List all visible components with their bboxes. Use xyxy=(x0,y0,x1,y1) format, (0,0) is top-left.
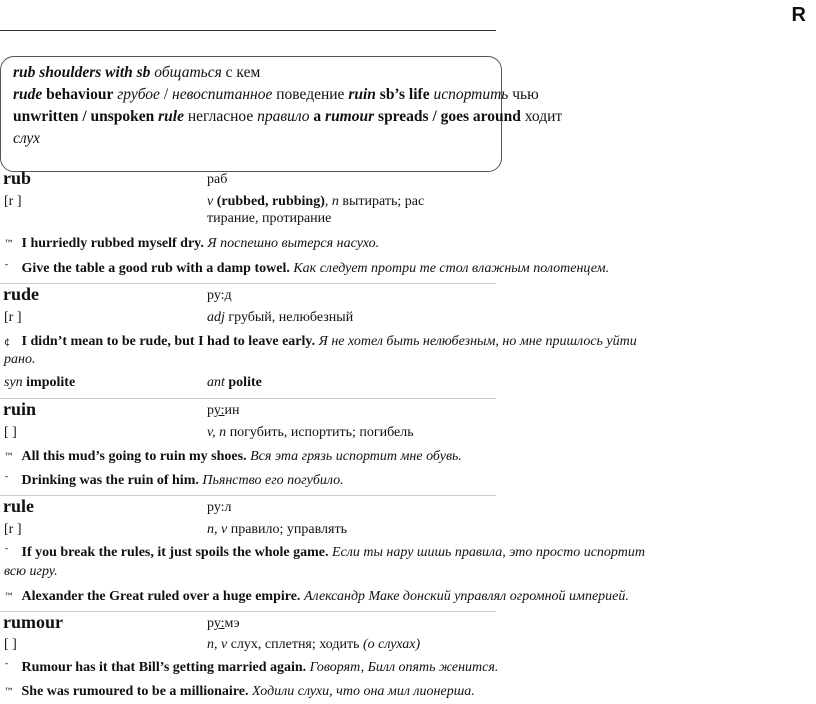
phrase-ru: невоспитанное xyxy=(172,86,273,103)
example-marker: ™ xyxy=(4,687,14,698)
phrase-word: behaviour xyxy=(46,86,114,103)
example-marker: ™ xyxy=(4,592,14,603)
entry-word-rude: rude xyxy=(3,284,39,304)
example-en: I didn’t mean to be rude, but I had to leave early. xyxy=(21,334,316,349)
phrase-word: rumour xyxy=(325,108,375,125)
phrase-ru: ходит xyxy=(524,108,563,125)
entry-forms: (rubbed, rubbing) xyxy=(216,194,325,209)
ant-word: polite xyxy=(228,375,262,390)
entry-pos: v, n xyxy=(207,425,227,440)
example-ru: Александр Маке донский управлял огромной империей. xyxy=(303,589,629,604)
example-en: I hurriedly rubbed myself dry. xyxy=(21,236,204,251)
phrase-ru: слух xyxy=(13,130,40,147)
example-marker: ˉ xyxy=(4,663,9,674)
entry-meaning: вытирать; рас xyxy=(342,194,425,209)
entry-transcription: [ ] xyxy=(4,637,17,652)
entry-definition xyxy=(207,310,353,326)
entry-transcription: [r ] xyxy=(4,310,22,325)
entry-definition xyxy=(207,522,347,538)
example-marker: ˉ xyxy=(4,264,9,275)
phrase-ru: правило xyxy=(257,108,310,125)
example xyxy=(4,473,344,489)
phrase-en: rub shoulders with sb xyxy=(13,64,151,81)
entry-definition xyxy=(207,425,414,441)
example-en: Alexander the Great ruled over a huge empire. xyxy=(21,589,301,604)
phrase-sep: / xyxy=(163,86,169,103)
example xyxy=(4,684,475,700)
example-ru: Ходили слухи, что она мил лионерша. xyxy=(252,684,475,699)
example xyxy=(4,660,498,676)
entry-word-ruin: ruin xyxy=(3,399,37,419)
example-ru: Если ты нару шишь правила, это просто испортит xyxy=(331,545,645,560)
example-ru: рано. xyxy=(4,352,36,367)
entry-synonym xyxy=(4,375,75,391)
entry-meaning-note: (о слухах) xyxy=(362,637,421,652)
example-ru: Говорят, Билл опять женится. xyxy=(309,660,499,675)
example-ru: Вся эта грязь испортит мне обувь. xyxy=(250,449,462,464)
example-marker: ¢ xyxy=(4,337,11,348)
entry-pron xyxy=(207,616,240,632)
entry-meaning-cont: тирание, протирание xyxy=(207,211,332,226)
phrase-line-3 xyxy=(13,108,562,126)
example-marker: ˉ xyxy=(4,548,9,559)
example-marker: ˉ xyxy=(4,476,9,487)
entry-word-rub: rub xyxy=(3,168,32,188)
pron-stress: у: xyxy=(213,403,225,418)
phrase-ru: поведение xyxy=(276,86,345,103)
example xyxy=(4,449,462,465)
pron-part: р xyxy=(207,616,214,631)
entry-pos: n xyxy=(331,194,339,209)
example xyxy=(4,334,637,350)
entry-pron xyxy=(207,403,240,419)
example xyxy=(4,589,629,605)
phrase-ru: испортить xyxy=(433,86,509,103)
phrase-ru: негласное xyxy=(187,108,254,125)
example-marker: ™ xyxy=(4,452,14,463)
entry-word-rule: rule xyxy=(3,496,34,516)
example-ru-cont xyxy=(4,564,58,580)
example-ru: Я поспешно вытерся насухо. xyxy=(207,236,380,251)
entry-divider xyxy=(0,611,496,612)
entry-transcription: [r ] xyxy=(4,194,22,209)
pron-part: р xyxy=(207,403,214,418)
phrase-word: a xyxy=(313,108,322,125)
phrase-line-2 xyxy=(13,86,539,104)
example-ru-cont xyxy=(4,352,35,368)
pron-part: мэ xyxy=(224,616,240,631)
phrase-word: ruin xyxy=(348,86,376,103)
entry-definition xyxy=(207,637,420,653)
phrase-word: spreads / goes around xyxy=(378,108,521,125)
syn-word: impolite xyxy=(26,375,76,390)
phrase-ru: с кем xyxy=(225,64,261,81)
example-en: If you break the rules, it just spoils the whole game. xyxy=(21,545,329,560)
phrase-word: rule xyxy=(158,108,184,125)
entry-antonym xyxy=(207,375,262,391)
phrase-ru: грубое xyxy=(117,86,160,103)
example-ru: Я не хотел быть нелюбезным, но мне пришлось уйти xyxy=(318,334,637,349)
entry-transcription: [r ] xyxy=(4,522,22,537)
entry-meaning: правило; управлять xyxy=(230,522,347,537)
example-en: Rumour has it that Bill’s getting married again. xyxy=(21,660,307,675)
entry-definition: v (rubbed, rubbing), n вытирать; рас xyxy=(207,194,425,209)
entry-pron: раб xyxy=(207,172,228,187)
entry-pron: ру:д xyxy=(207,288,232,303)
phrase-ru: чью xyxy=(512,86,539,103)
entry-divider xyxy=(0,398,496,399)
entry-divider xyxy=(0,283,496,284)
entry-word-rumour: rumour xyxy=(3,612,63,632)
example-en: Give the table a good rub with a damp towel. xyxy=(21,261,290,276)
example-en: She was rumoured to be a millionaire. xyxy=(21,684,249,699)
syn-label: syn xyxy=(4,375,23,390)
example-marker: ™ xyxy=(4,239,14,250)
entry-pos: n, v xyxy=(207,637,228,652)
phrase-word: unwritten / unspoken xyxy=(13,108,155,125)
entry-pos: n, v xyxy=(207,522,228,537)
phrase-ru: общаться xyxy=(154,64,222,81)
top-divider xyxy=(0,30,496,31)
example xyxy=(4,545,645,561)
entry-meaning: слух, сплетня; ходить xyxy=(230,637,360,652)
pron-stress: у: xyxy=(213,616,225,631)
entry-meaning: грубый, нелюбезный xyxy=(228,310,354,325)
example-ru: Пьянство его погубило. xyxy=(202,473,344,488)
entry-divider xyxy=(0,495,496,496)
entry-transcription: [ ] xyxy=(4,425,17,440)
page-letter: R xyxy=(791,4,806,26)
entry-pron: ру:л xyxy=(207,500,232,515)
phrase-word: sb’s life xyxy=(379,86,430,103)
example-ru: Как следует протри те стол влажным полотенцем. xyxy=(293,261,610,276)
phrase-line-1 xyxy=(13,64,260,82)
ant-label: ant xyxy=(207,375,225,390)
entry-meaning: погубить, испортить; погибель xyxy=(229,425,414,440)
example-en: All this mud’s going to ruin my shoes. xyxy=(21,449,247,464)
phrase-line-4 xyxy=(13,130,40,148)
example xyxy=(4,236,379,252)
example-en: Drinking was the ruin of him. xyxy=(21,473,199,488)
pron-part: ин xyxy=(224,403,240,418)
example xyxy=(4,261,609,277)
entry-pos: v xyxy=(207,194,214,209)
entry-pos: adj xyxy=(207,310,225,325)
example-ru: всю игру. xyxy=(4,564,58,579)
phrase-word: rude xyxy=(13,86,43,103)
